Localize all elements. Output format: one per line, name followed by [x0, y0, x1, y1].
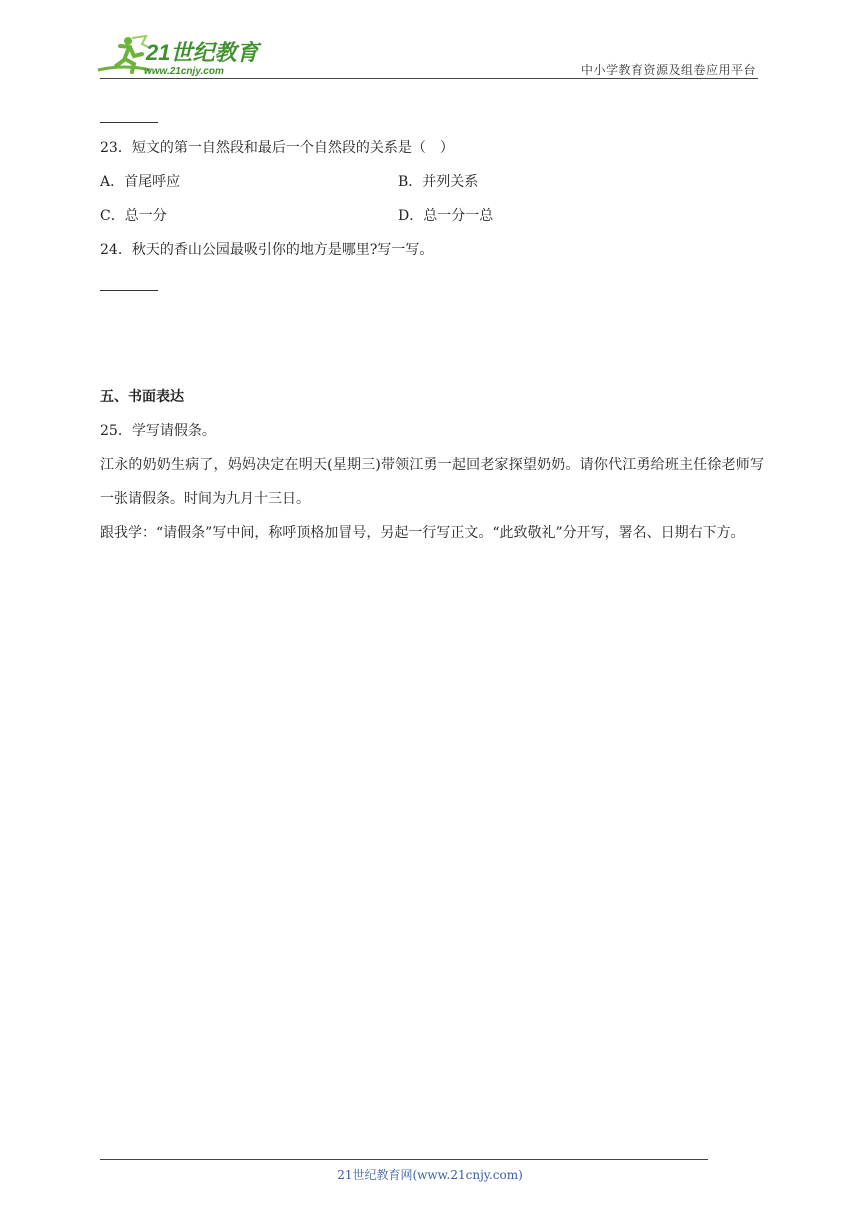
q23-option-a[interactable]	[100, 172, 180, 192]
q23-option-d[interactable]	[398, 206, 493, 226]
option-text: 首尾呼应	[124, 174, 181, 190]
question-25-prompt: 江永的奶奶生病了，妈妈决定在明天(星期三)带领江勇一起回老家探望奶奶。请你代江勇给班主任徐老师写一张请假条。时间为九月十三日。	[100, 457, 764, 507]
q23-option-c[interactable]	[100, 206, 167, 226]
section-title: 五、书面表达	[100, 389, 184, 405]
option-key: D．	[398, 208, 424, 224]
answer-blank-24[interactable]	[100, 290, 158, 291]
footer-divider	[100, 1159, 708, 1160]
logo-text: 21世纪教育	[146, 40, 259, 65]
option-text: 总一分一总	[423, 208, 494, 224]
platform-name: 中小学教育资源及组卷应用平台	[580, 63, 756, 77]
question-25-guide: 跟我学：“请假条”写中间，称呼顶格加冒号，另起一行写正文。“此致敬礼”分开写，署名、日期右下方。	[100, 525, 745, 541]
logo-url: www.21cnjy.com	[144, 66, 224, 77]
option-text: 总一分	[124, 208, 167, 224]
option-text: 并列关系	[422, 174, 479, 190]
option-key: C．	[100, 208, 125, 224]
page-header	[0, 0, 860, 82]
footer-link[interactable]: 21世纪教育网(www.21cnjy.com)	[337, 1168, 523, 1182]
runner-icon	[98, 36, 150, 72]
question-25-stem: 25．学写请假条。	[100, 423, 216, 439]
question-24-stem: 24．秋天的香山公园最吸引你的地方是哪里?写一写。	[100, 242, 434, 258]
q23-option-b[interactable]	[398, 172, 478, 192]
question-23-stem: 23．短文的第一自然段和最后一个自然段的关系是（ ）	[100, 140, 454, 156]
logo-21cnjy	[94, 34, 264, 78]
answer-blank-22	[100, 122, 158, 123]
header-divider	[100, 78, 758, 79]
option-key: B．	[398, 174, 423, 190]
option-key: A．	[100, 174, 125, 190]
